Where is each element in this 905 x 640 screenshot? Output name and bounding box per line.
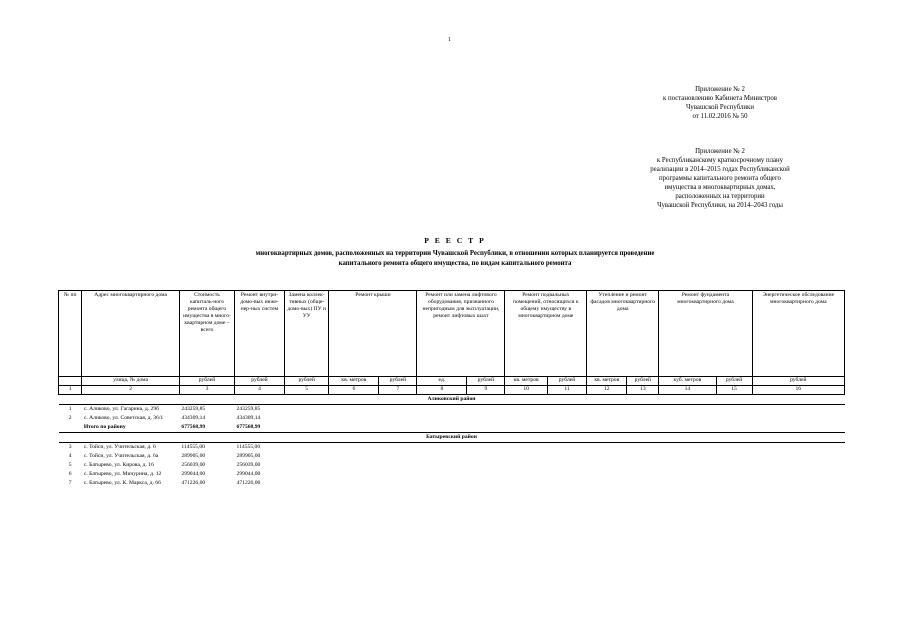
empty-cell	[547, 461, 586, 470]
unit-cell: кв. метров	[329, 377, 379, 386]
table-row	[59, 479, 845, 488]
empty-cell	[627, 452, 659, 461]
row-internal-systems: 471226,00	[236, 480, 261, 486]
column-number-cell: 6	[329, 386, 379, 395]
empty-cell	[659, 414, 716, 423]
empty-cell	[284, 452, 329, 461]
column-number-cell: 1	[59, 386, 82, 395]
column-number-cell: 3	[179, 386, 234, 395]
empty-cell	[284, 470, 329, 479]
row-address: с. Батырево, ул. Мичурина, д. 12	[83, 471, 162, 477]
empty-cell	[467, 461, 505, 470]
empty-cell	[505, 443, 547, 453]
row-cost: 289905,00	[181, 453, 206, 459]
column-number-cell: 2	[82, 386, 180, 395]
table-row	[59, 470, 845, 479]
empty-cell	[379, 479, 417, 488]
row-cost: 256039,00	[181, 462, 206, 468]
column-number-cell: 8	[417, 386, 467, 395]
header-roof: Ремонт крыши	[329, 291, 417, 377]
unit-cell: рублей	[547, 377, 586, 386]
empty-cell	[659, 443, 716, 453]
empty-cell	[505, 461, 547, 470]
empty-cell	[417, 423, 467, 433]
column-number-cell: 5	[284, 386, 329, 395]
row-number: 7	[68, 480, 72, 486]
row-address: с. Тойси, ул. Учительская, д. 6	[83, 444, 156, 450]
row-internal-systems: 299044,00	[236, 471, 261, 477]
appendix-note-decree	[620, 85, 820, 121]
row-address: с. Аликово, ул. Гагарина, д. 29б	[83, 406, 159, 412]
column-number-cell: 10	[505, 386, 547, 395]
empty-cell	[379, 443, 417, 453]
empty-cell	[505, 405, 547, 415]
empty-cell	[716, 443, 752, 453]
unit-cell: улица, № дома	[82, 377, 180, 386]
row-cost: 114555,00	[181, 444, 205, 450]
registry-table	[58, 290, 845, 488]
empty-cell	[627, 423, 659, 433]
empty-cell	[417, 470, 467, 479]
column-number-row	[59, 386, 845, 395]
empty-cell	[505, 479, 547, 488]
empty-cell	[752, 452, 844, 461]
empty-cell	[467, 414, 505, 423]
empty-cell	[417, 479, 467, 488]
column-number-cell: 14	[659, 386, 716, 395]
appendix-line: Приложение № 2	[695, 86, 745, 93]
empty-cell	[752, 423, 844, 433]
row-internal-systems: 434309,14	[236, 415, 261, 421]
empty-cell	[467, 470, 505, 479]
empty-cell	[547, 405, 586, 415]
empty-cell	[659, 461, 716, 470]
header-row	[59, 291, 845, 377]
row-number: 5	[68, 462, 72, 468]
district-row	[59, 433, 845, 443]
column-number-cell: 16	[752, 386, 844, 395]
appendix-line: программы капитального ремонта общего	[659, 175, 781, 182]
unit-cell: кв. метров	[505, 377, 547, 386]
empty-cell	[752, 479, 844, 488]
row-cost: 299044,00	[181, 471, 206, 477]
empty-cell	[329, 405, 379, 415]
empty-cell	[587, 461, 627, 470]
appendix-line: к постановлению Кабинета Министров	[663, 95, 777, 102]
empty-cell	[752, 414, 844, 423]
header-elevator: Ремонт или замена лифтового оборудования, признанного непригодным для эксплуатации, ремонт лифтовых шахт	[417, 291, 505, 377]
table-row	[59, 405, 845, 415]
empty-cell	[417, 405, 467, 415]
table-row	[59, 414, 845, 423]
empty-cell	[329, 470, 379, 479]
empty-cell	[547, 452, 586, 461]
subtitle-line: многоквартирных домов, расположенных на территории Чувашской Республики, в отношении которых планируется проведение	[255, 250, 655, 257]
empty-cell	[379, 470, 417, 479]
district-name: Аликовский район	[59, 395, 845, 405]
empty-cell	[329, 461, 379, 470]
empty-cell	[627, 461, 659, 470]
empty-cell	[587, 470, 627, 479]
row-cost: 434309,14	[181, 415, 206, 421]
empty-cell	[627, 479, 659, 488]
empty-cell	[752, 443, 844, 453]
empty-cell	[547, 470, 586, 479]
empty-cell	[284, 461, 329, 470]
subtitle-line: капитального ремонта общего имущества, по видам капитального ремонта	[338, 260, 572, 267]
district-name: Батыревский район	[59, 433, 845, 443]
empty-cell	[627, 470, 659, 479]
empty-cell	[379, 461, 417, 470]
registry-body	[59, 395, 845, 489]
units-row	[59, 377, 845, 386]
unit-cell: рублей	[467, 377, 505, 386]
appendix-note-plan	[615, 147, 825, 210]
row-number: 6	[68, 471, 72, 477]
empty-cell	[379, 405, 417, 415]
total-cost: 677568,99	[181, 424, 206, 430]
header-no: № пп	[59, 291, 82, 377]
unit-cell: рублей	[752, 377, 844, 386]
row-internal-systems: 243259,85	[236, 406, 261, 412]
unit-cell: куб. метров	[659, 377, 716, 386]
header-cost: Стоимость капиталь-ного ремонта общего имущества в много-квартирном доме – всего	[179, 291, 234, 377]
empty-cell	[467, 479, 505, 488]
row-internal-systems: 114555,00	[236, 444, 261, 450]
empty-cell	[752, 461, 844, 470]
empty-cell	[329, 414, 379, 423]
column-number-cell: 4	[235, 386, 285, 395]
empty-cell	[284, 423, 329, 433]
appendix-line: Чувашской Республики	[686, 104, 754, 111]
empty-cell	[716, 461, 752, 470]
header-meters: Замена коллек-тивных (обще-домо-вых) ПУ и УУ	[284, 291, 329, 377]
row-address: с. Аликово, ул. Советская, д. 36/1	[83, 415, 164, 421]
header-internal-systems: Ремонт внутри-домо-вых инже-нер-ных систем	[235, 291, 285, 377]
header-basement: Ремонт подвальных помещений, относящихся к общему имуществу в многоквартирном доме	[505, 291, 587, 377]
appendix-line: от 11.02.2016 № 50	[692, 113, 748, 120]
row-number: 2	[68, 415, 72, 421]
appendix-line: к Республиканскому краткосрочному плану	[656, 157, 784, 164]
empty-cell	[379, 423, 417, 433]
row-address: с. Батырево, ул. Кирова, д. 16	[83, 462, 154, 468]
empty-cell	[659, 423, 716, 433]
column-number-cell: 13	[627, 386, 659, 395]
empty-cell	[587, 414, 627, 423]
header-facade: Утепление и ремонт фасадов многоквартирного дома	[587, 291, 659, 377]
empty-cell	[627, 443, 659, 453]
empty-cell	[716, 414, 752, 423]
row-cost: 471226,00	[181, 480, 206, 486]
document-title: Р Е Е С Т Р	[424, 236, 486, 245]
unit-cell	[59, 377, 82, 386]
empty-cell	[284, 479, 329, 488]
empty-cell	[329, 479, 379, 488]
empty-cell	[417, 461, 467, 470]
unit-cell: рублей	[284, 377, 329, 386]
empty-cell	[716, 423, 752, 433]
header-address: Адрес многоквартирного дома	[82, 291, 180, 377]
empty-cell	[329, 443, 379, 453]
table-row	[59, 443, 845, 453]
appendix-line: Приложение № 2	[695, 148, 745, 155]
row-internal-systems: 256039,00	[236, 462, 261, 468]
empty-cell	[467, 405, 505, 415]
empty-cell	[659, 470, 716, 479]
empty-cell	[716, 405, 752, 415]
row-address: с. Тойси, ул. Учительская, д. 6а	[83, 453, 159, 459]
empty-cell	[379, 452, 417, 461]
column-number-cell: 9	[467, 386, 505, 395]
column-number-cell: 7	[379, 386, 417, 395]
empty-cell	[659, 479, 716, 488]
empty-cell	[716, 470, 752, 479]
empty-cell	[379, 414, 417, 423]
empty-cell	[659, 452, 716, 461]
appendix-line: расположенных на территории	[675, 193, 765, 200]
document-subtitle	[120, 249, 790, 269]
appendix-line: Чувашской Республики, на 2014–2043 годы	[657, 202, 783, 209]
empty-cell	[716, 479, 752, 488]
unit-cell: кв. метров	[587, 377, 627, 386]
unit-cell: рублей	[379, 377, 417, 386]
total-internal-systems: 677568,99	[236, 424, 261, 430]
header-energy: Энергетическое обследование многоквартирного дома	[752, 291, 844, 377]
row-cost: 243259,85	[181, 406, 206, 412]
empty-cell	[627, 414, 659, 423]
empty-cell	[505, 452, 547, 461]
empty-cell	[752, 470, 844, 479]
empty-cell	[284, 414, 329, 423]
empty-cell	[547, 443, 586, 453]
empty-cell	[587, 405, 627, 415]
unit-cell: рублей	[716, 377, 752, 386]
empty-cell	[716, 452, 752, 461]
column-number-cell: 11	[547, 386, 586, 395]
empty-cell	[547, 479, 586, 488]
empty-cell	[505, 414, 547, 423]
appendix-line: имущества в многоквартирных домах,	[664, 184, 776, 191]
table-row	[59, 461, 845, 470]
empty-cell	[467, 443, 505, 453]
empty-cell	[587, 443, 627, 453]
row-number: 1	[68, 406, 72, 412]
empty-cell	[284, 443, 329, 453]
empty-cell	[505, 470, 547, 479]
empty-cell	[59, 423, 82, 433]
page-number: 1	[448, 37, 451, 43]
empty-cell	[547, 423, 586, 433]
empty-cell	[417, 452, 467, 461]
row-number: 4	[68, 453, 72, 459]
row-address: с. Батырево, ул. К. Маркса, д. 66	[83, 480, 161, 486]
empty-cell	[417, 414, 467, 423]
appendix-line: реализации в 2014–2015 годах Республиканской	[650, 166, 790, 173]
unit-cell: рублей	[235, 377, 285, 386]
empty-cell	[547, 414, 586, 423]
column-number-cell: 15	[716, 386, 752, 395]
total-label: Итого по району	[83, 424, 126, 430]
district-row	[59, 395, 845, 405]
empty-cell	[587, 452, 627, 461]
empty-cell	[587, 479, 627, 488]
empty-cell	[467, 423, 505, 433]
unit-cell: ед.	[417, 377, 467, 386]
header-foundation: Ремонт фундамента многоквартирного дома	[659, 291, 752, 377]
empty-cell	[284, 405, 329, 415]
empty-cell	[505, 423, 547, 433]
empty-cell	[329, 452, 379, 461]
empty-cell	[659, 405, 716, 415]
empty-cell	[587, 423, 627, 433]
unit-cell: рублей	[179, 377, 234, 386]
unit-cell: рублей	[627, 377, 659, 386]
empty-cell	[627, 405, 659, 415]
row-internal-systems: 289905,00	[236, 453, 261, 459]
row-number: 3	[68, 444, 72, 450]
empty-cell	[752, 405, 844, 415]
district-total-row	[59, 423, 845, 433]
table-row	[59, 452, 845, 461]
empty-cell	[329, 423, 379, 433]
column-number-cell: 12	[587, 386, 627, 395]
empty-cell	[467, 452, 505, 461]
empty-cell	[417, 443, 467, 453]
